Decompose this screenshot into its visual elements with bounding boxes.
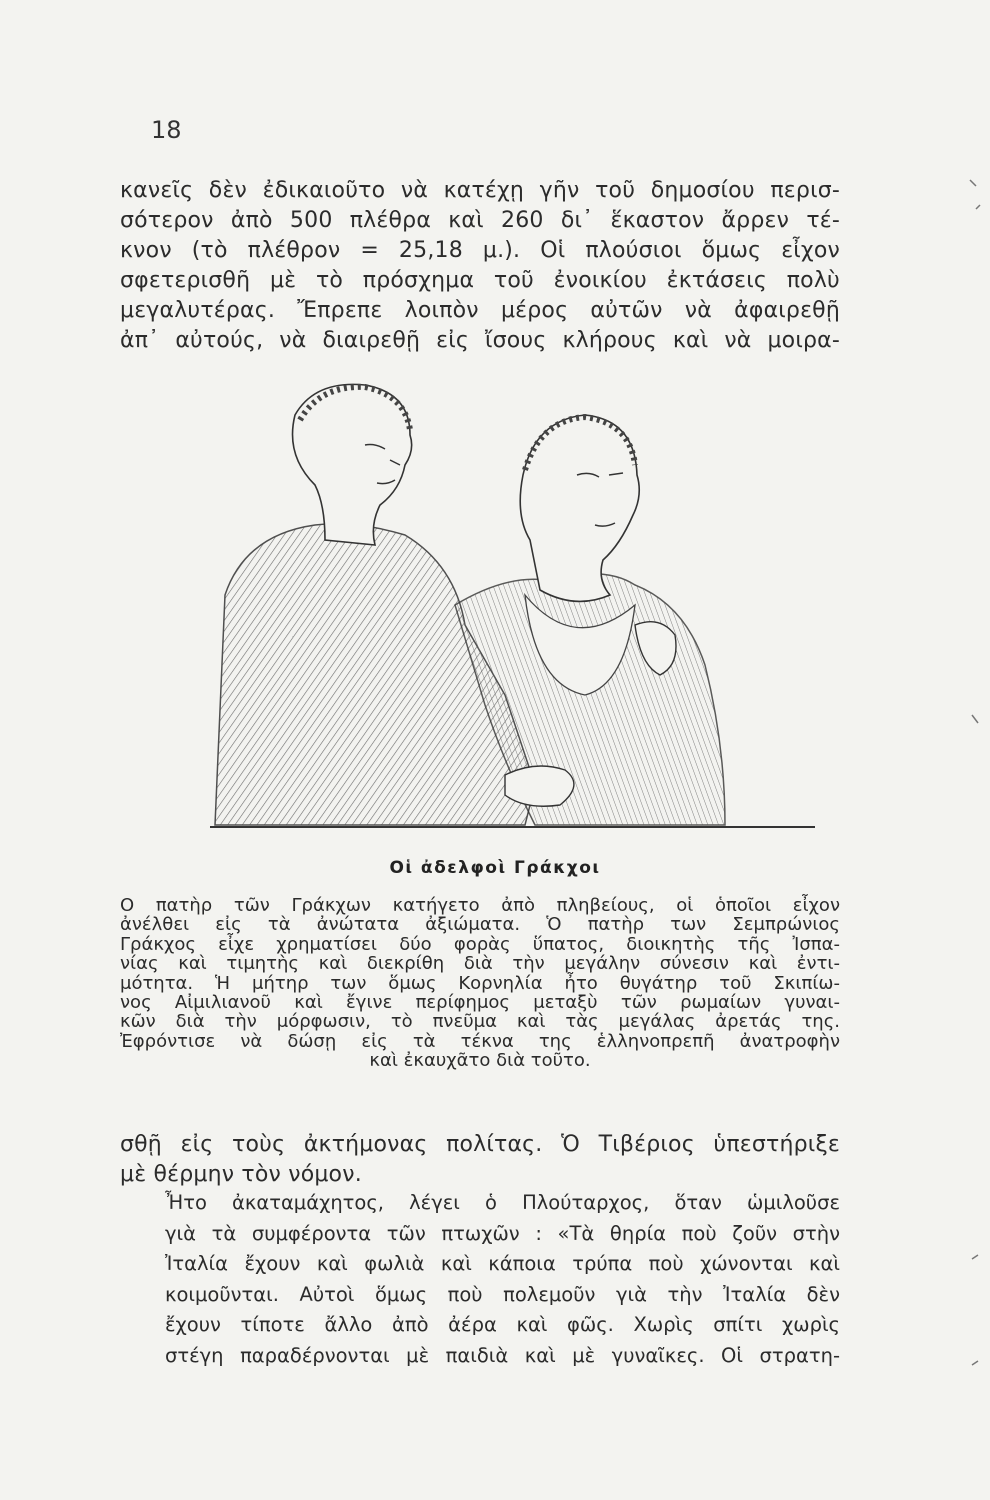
caption-line: νίας καὶ τιμητὴς καὶ διεκρίθη διὰ τὴν μεγάλην σύνεσιν καὶ ἐντι- [120, 953, 840, 975]
text-line: Ἦτο ἀκαταμάχητος, λέγει ὁ Πλούταρχος, ὅταν ὡμιλοῦσε [165, 1191, 840, 1214]
caption-paragraph [120, 896, 840, 1071]
text-line: σθῇ εἰς τοὺς ἀκτήμονας πολίτας. Ὁ Τιβέριος ὑπεστήριξε [120, 1132, 840, 1157]
caption-line: Γράκχος εἶχε χρηματίσει δύο φορὰς ὕπατος, διοικητὴς τῆς Ἰσπα- [120, 933, 840, 955]
text-line: σότερον ἀπὸ 500 πλέθρα καὶ 260 δι᾽ ἕκαστον ἄρρεν τέ- [120, 208, 840, 233]
caption-line: κῶν διὰ τὴν μόρφωσιν, τὸ πνεῦμα καὶ τὰς μεγάλας ἀρετάς της. [120, 1011, 840, 1033]
text-line: σφετερισθῆ μὲ τὸ πρόσχημα τοῦ ἐνοικίου ἐκτάσεις πολὺ [120, 268, 840, 293]
caption-line: ἀνέλθει εἰς τὰ ἀνώτατα ἀξιώματα. Ὁ πατὴρ των Σεμπρώνιος [120, 914, 840, 936]
caption-line: Ο πατὴρ τῶν Γράκχων κατήγετο ἀπὸ πληβείους, οἱ ὁποῖοι εἶχον [120, 895, 840, 916]
page-number: 18 [151, 116, 182, 144]
text-line: Ἰταλία ἔχουν καὶ φωλιὰ καὶ κάποια τρύπα ποὺ χώνονται καὶ [165, 1252, 840, 1275]
text-line: ἔχουν τίποτε ἄλλο ἀπὸ ἀέρα καὶ φῶς. Χωρὶς σπίτι χωρὶς [165, 1313, 840, 1336]
text-line: μὲ θέρμην τὸν νόμον. [120, 1162, 362, 1187]
quote-paragraph [165, 1188, 840, 1371]
caption-line: νος Αἰμιλιανοῦ καὶ ἔγινε περίφημος μεταξὺ τῶν ρωμαίων γυναι- [120, 992, 840, 1014]
text-line: στέγη παραδέρνονται μὲ παιδιὰ καὶ μὲ γυναῖκες. Οἱ στρατη- [165, 1343, 840, 1367]
caption-line: μότητα. Ἡ μήτηρ των ὅμως Κορνηλία ἦτο θυγάτηρ τοῦ Σκιπίω- [120, 972, 840, 994]
caption-line: καὶ ἐκαυχᾶτο διὰ τοῦτο. [369, 1050, 591, 1072]
caption-line: Ἐφρόντισε νὰ δώσῃ εἰς τὰ τέκνα της ἑλληνοπρεπῆ ἀνατροφὴν [120, 1030, 840, 1052]
page-edge-marks [950, 0, 990, 1500]
continuation-paragraph [120, 1130, 840, 1190]
text-line: γιὰ τὰ συμφέροντα τῶν πτωχῶν : «Τὰ θηρία ποὺ ζοῦν στὴν [165, 1221, 840, 1245]
text-line: κανεῖς δὲν ἐδικαιοῦτο νὰ κατέχῃ γῆν τοῦ δημοσίου περισ- [120, 178, 840, 203]
text-line: μεγαλυτέρας. Ἔπρεπε λοιπὸν μέρος αὐτῶν νὰ ἀφαιρεθῇ [120, 298, 840, 323]
text-line: κνον (τὸ πλέθρον = 25,18 μ.). Οἱ πλούσιοι ὅμως εἶχον [120, 238, 840, 263]
top-paragraph [120, 176, 840, 356]
gracchi-brothers-illustration [205, 365, 820, 840]
figure-caption: Οἱ ἀδελφοὶ Γράκχοι [389, 858, 601, 878]
text-line: ἀπ᾽ αὐτούς, νὰ διαιρεθῇ εἰς ἴσους κλήρους καὶ νὰ μοιρα- [120, 328, 840, 353]
text-line: κοιμοῦνται. Αὐτοὶ ὅμως ποὺ πολεμοῦν γιὰ τὴν Ἰταλία δὲν [165, 1282, 840, 1306]
